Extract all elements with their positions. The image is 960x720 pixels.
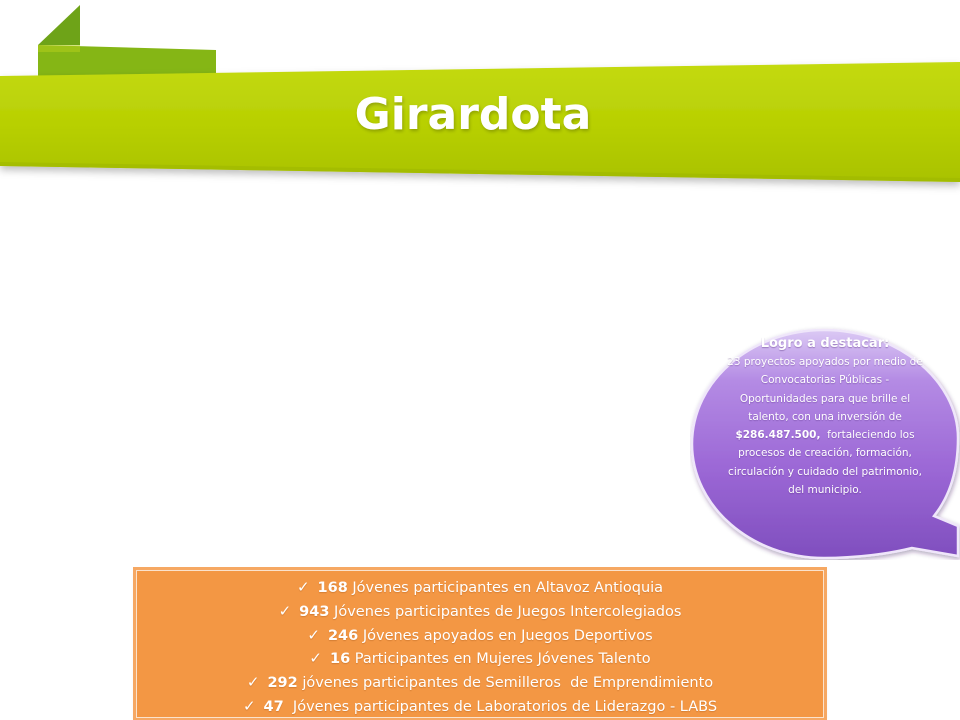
highlight-line: 23 proyectos apoyados por medio de [727, 356, 923, 368]
highlight-line: procesos de creación, formación, [738, 447, 912, 460]
investment-amount: $286.487.500, [735, 429, 821, 442]
achievement-text: jóvenes participantes de Semilleros de Emprendimiento [297, 675, 714, 692]
achievement-text: Participantes en Mujeres Jóvenes Talento [350, 651, 651, 668]
highlight-line: Oportunidades para que brille el [739, 392, 911, 405]
highlight-line: Convocatorias Públicas - [760, 374, 890, 387]
list-item [137, 647, 823, 671]
list-item [137, 671, 823, 695]
check-icon: ✓ [278, 601, 292, 620]
achievement-count: 168 [317, 580, 348, 596]
page-title: Girardota [354, 89, 592, 140]
check-icon: ✓ [296, 578, 310, 596]
achievement-count: 943 [299, 603, 330, 620]
achievements-box [136, 570, 824, 718]
list-item [137, 624, 823, 648]
achievement-count: 246 [327, 627, 359, 644]
highlight-line-suffix: fortaleciendo los [820, 429, 915, 442]
check-icon: ✓ [242, 696, 256, 715]
check-icon: ✓ [307, 625, 320, 644]
achievement-count: 47 [263, 698, 284, 715]
achievement-count: 292 [267, 675, 298, 692]
highlight-line: talento, con una inversión de [748, 410, 902, 423]
highlight-heading: Logro a destacar: [760, 336, 890, 351]
list-item [137, 600, 823, 624]
achievement-text: Jóvenes participantes de Laboratorios de Liderazgo - LABS [283, 698, 718, 715]
achievement-count: 16 [330, 651, 351, 668]
achievement-text: Jóvenes apoyados en Juegos Deportivos [358, 627, 653, 644]
ribbon-tail-dark [38, 5, 80, 45]
check-icon: ✓ [309, 649, 322, 668]
check-icon: ✓ [246, 673, 260, 692]
achievement-text: Jóvenes participantes de Juegos Intercolegiados [329, 603, 682, 620]
highlight-line: del municipio. [788, 484, 862, 497]
highlight-body [694, 353, 956, 499]
highlight-content [694, 333, 956, 499]
highlight-line: circulación y cuidado del patrimonio, [728, 465, 922, 478]
ribbon-tail-light [38, 45, 80, 52]
list-item [137, 576, 823, 600]
highlight-line [704, 426, 946, 444]
achievement-text: Jóvenes participantes en Altavoz Antioquia [347, 580, 664, 596]
achievements-list [137, 576, 823, 719]
list-item [137, 695, 823, 719]
